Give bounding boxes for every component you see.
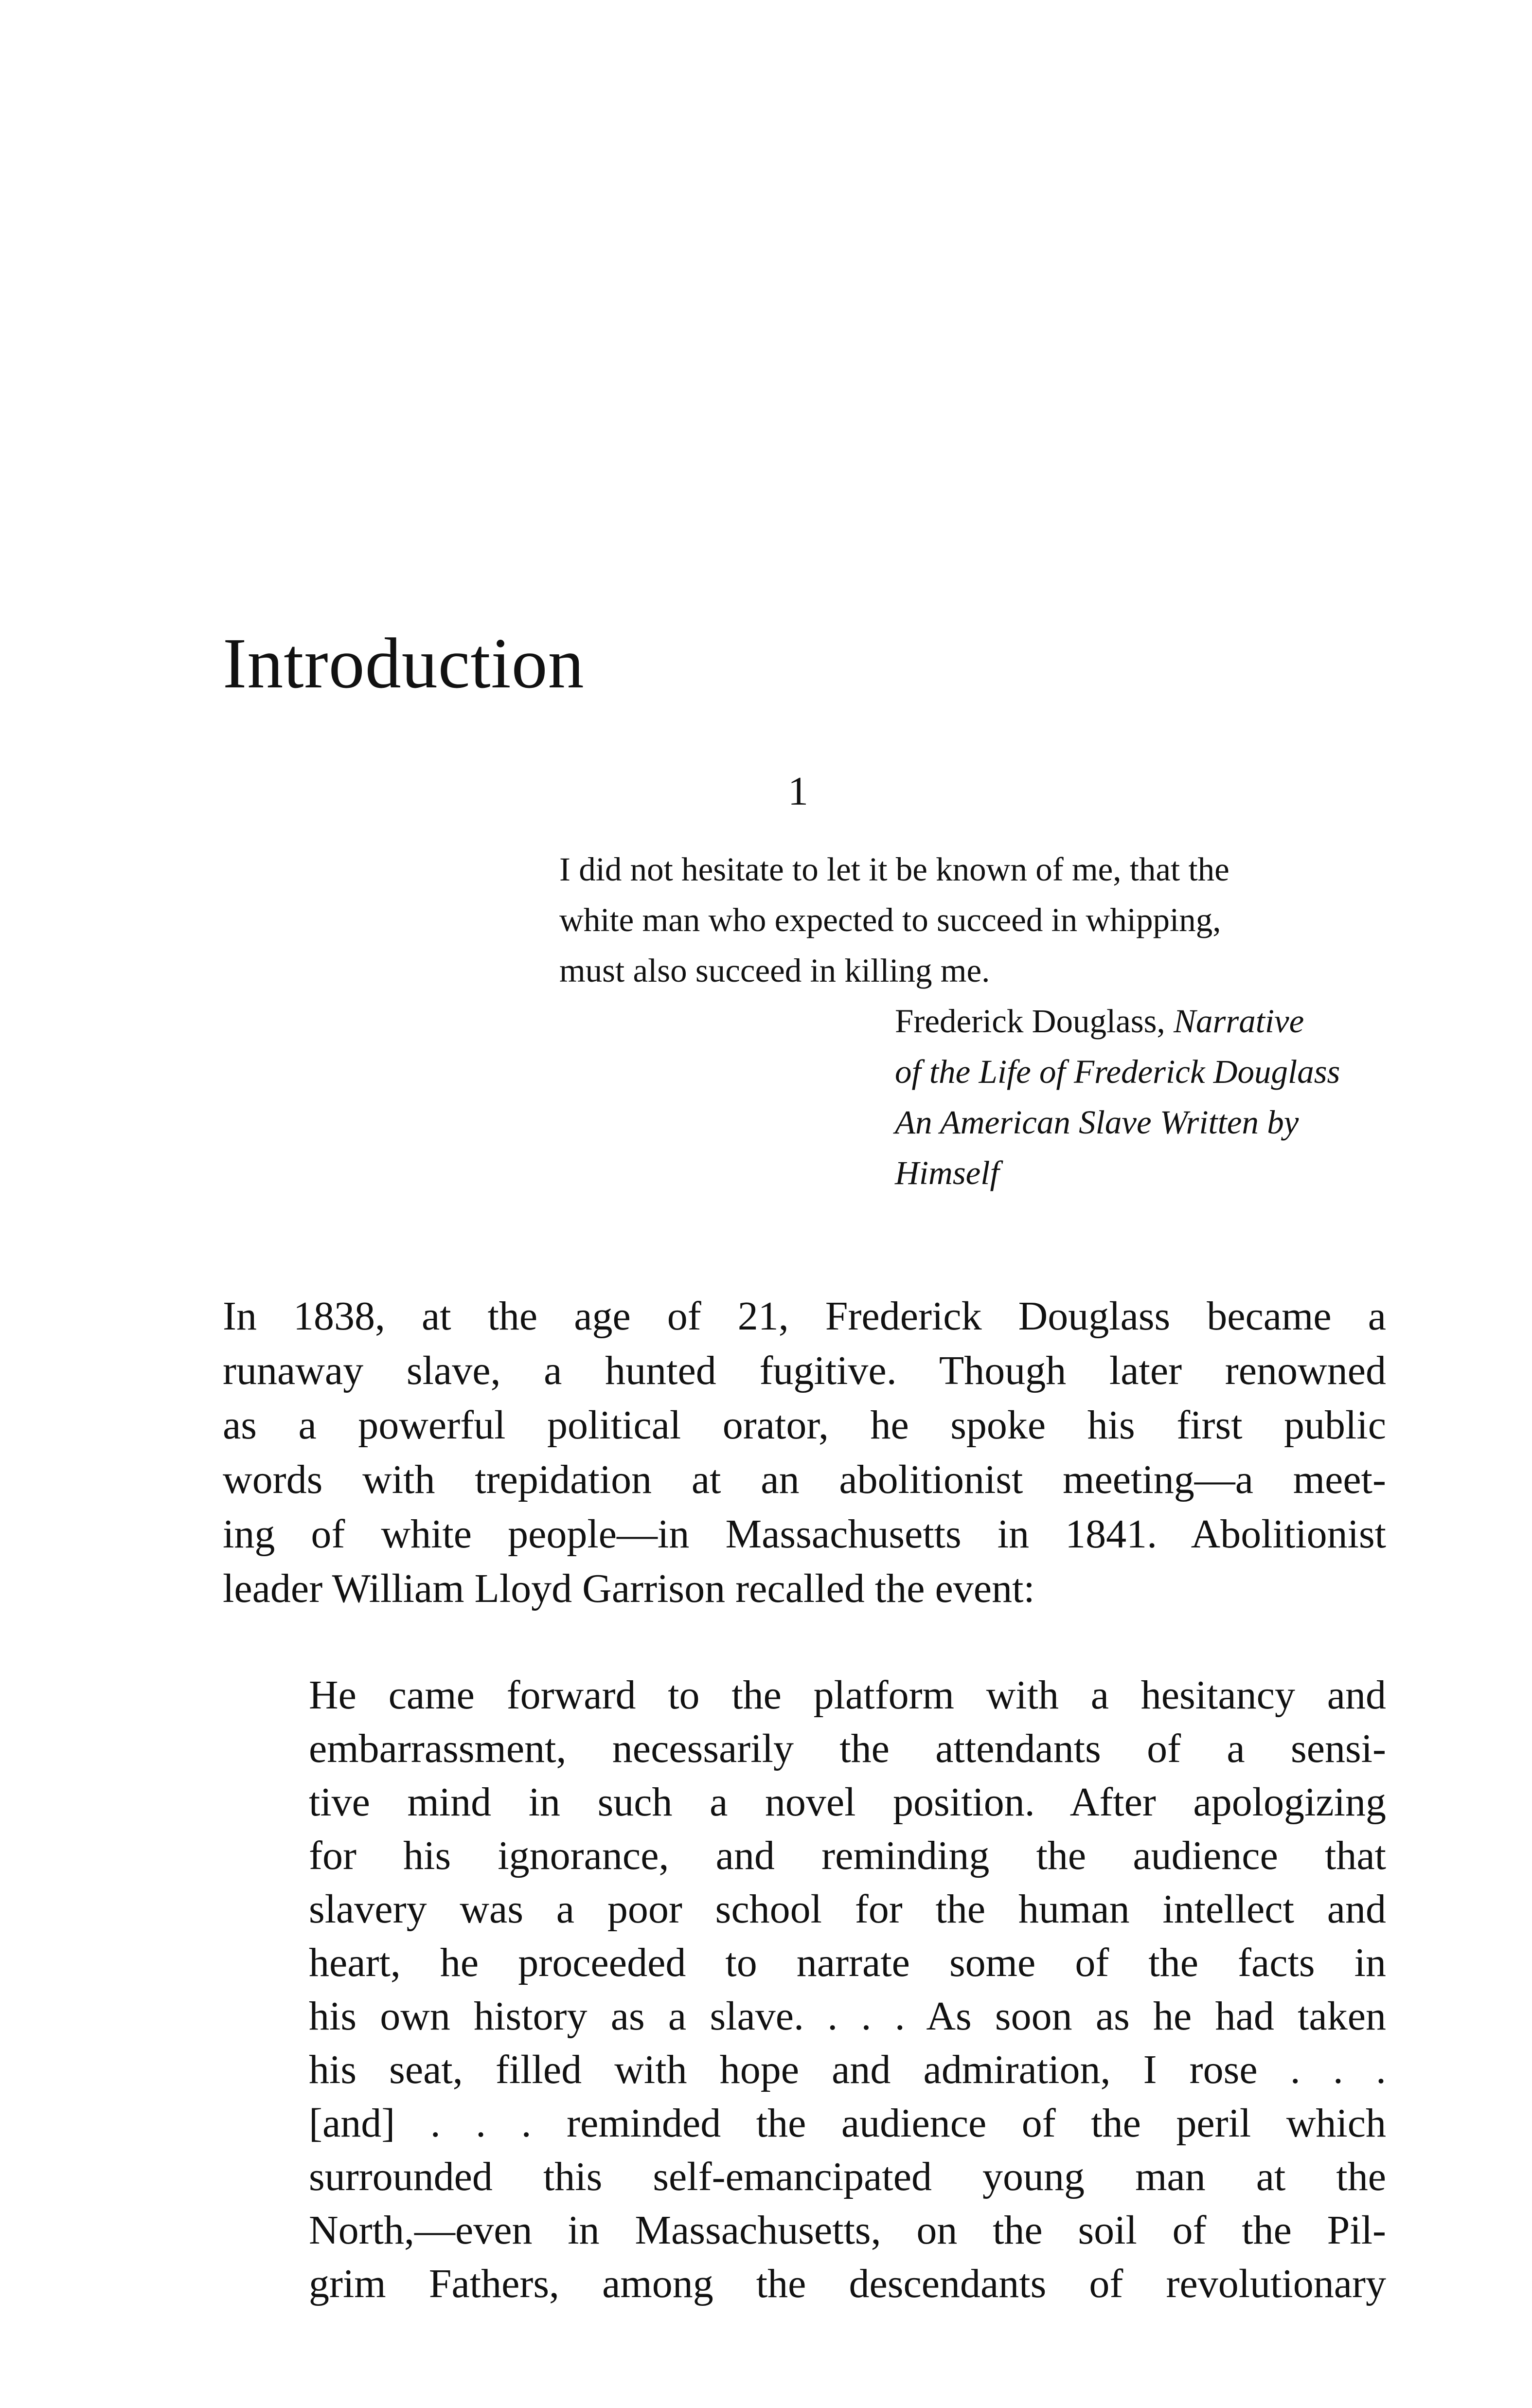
epigraph-work-title: An American Slave Written by	[895, 1104, 1299, 1141]
body-paragraph	[223, 1289, 1386, 1616]
epigraph-author: Frederick Douglass,	[895, 1003, 1174, 1040]
block-quote-line: grim Fathers, among the descendants of revolutionary	[309, 2261, 1386, 2306]
epigraph-attribution	[895, 996, 1386, 1198]
body-line: as a powerful political orator, he spoke his first public	[223, 1402, 1386, 1448]
block-quote-line: slavery was a poor school for the human intellect and	[309, 1887, 1386, 1932]
epigraph-quote-line: I did not hesitate to let it be known of me, that the	[559, 851, 1229, 888]
epigraph-work-title: Himself	[895, 1154, 999, 1191]
section-number: 1	[788, 769, 808, 814]
block-quote-line: his own history as a slave. . . . As soon as he had taken	[309, 1994, 1386, 2039]
chapter-title: Introduction	[223, 624, 585, 703]
body-line: ing of white people—in Massachusetts in 1841. Abolitionist	[223, 1511, 1386, 1557]
block-quote-line: for his ignorance, and reminding the audience that	[309, 1833, 1386, 1878]
block-quote-line: tive mind in such a novel position. After apologizing	[309, 1779, 1386, 1825]
block-quote-line: his seat, filled with hope and admiration, I rose . . .	[309, 2047, 1386, 2092]
block-quote-line: [and] . . . reminded the audience of the peril which	[309, 2101, 1386, 2146]
epigraph	[559, 844, 1386, 1198]
block-quote-line: North,—even in Massachusetts, on the soil of the Pil-	[309, 2208, 1386, 2253]
block-quote-line: embarrassment, necessarily the attendants of a sensi-	[309, 1726, 1386, 1771]
body-line: leader William Lloyd Garrison recalled the event:	[223, 1566, 1035, 1611]
block-quote-line: surrounded this self-emancipated young man at the	[309, 2154, 1386, 2199]
epigraph-quote-line: white man who expected to succeed in whipping,	[559, 901, 1221, 938]
epigraph-quote	[559, 844, 1386, 996]
block-quote	[309, 1669, 1386, 2311]
body-line: In 1838, at the age of 21, Frederick Douglass became a	[223, 1294, 1386, 1339]
epigraph-work-title: of the Life of Frederick Douglass	[895, 1053, 1340, 1090]
block-quote-line: He came forward to the platform with a hesitancy and	[309, 1672, 1386, 1718]
body-line: words with trepidation at an abolitionist meeting—a meet-	[223, 1457, 1386, 1502]
block-quote-line: heart, he proceeded to narrate some of the facts in	[309, 1940, 1386, 1985]
body-line: runaway slave, a hunted fugitive. Though later renowned	[223, 1348, 1386, 1393]
epigraph-quote-line: must also succeed in killing me.	[559, 952, 990, 989]
epigraph-work-title: Narrative	[1173, 1003, 1304, 1040]
